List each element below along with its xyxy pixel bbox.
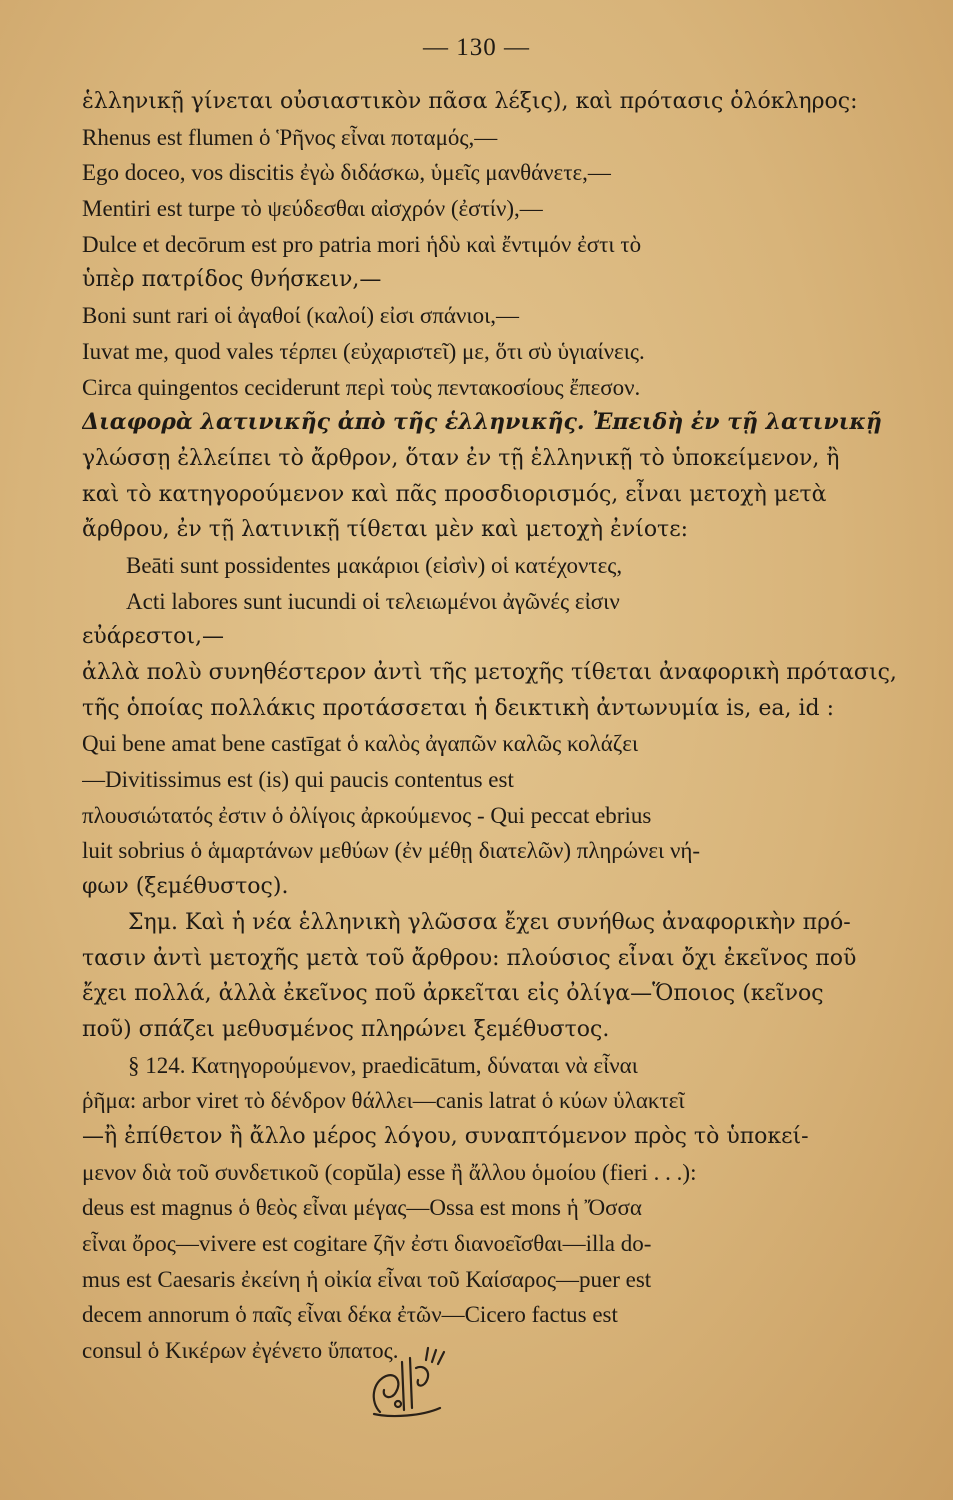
- text-line: Circa quingentos ceciderunt περὶ τοὺς πεντακοσίους ἔπεσον.: [82, 374, 641, 400]
- text-line: φων (ξεμέθυστος).: [82, 874, 289, 900]
- section-124-line: § 124. Κατηγορούμενον, praedicātum, δύναται νὰ εἶναι: [128, 1052, 638, 1078]
- page-body: [82, 84, 922, 1369]
- text-line: ποῦ) σπάζει μεθυσμένος πληρώνει ξεμέθυστος.: [82, 1016, 610, 1042]
- section-heading-line: Διαφορὰ λατινικῆς ἀπὸ τῆς ἑλληνικῆς. Ἐπειδὴ ἐν τῇ λατινικῇ: [82, 409, 882, 436]
- text-line: Mentiri est turpe τὸ ψεύδεσθαι αἰσχρόν (ἐστίν),—: [82, 196, 543, 222]
- text-line: Rhenus est flumen ὁ Ῥῆνος εἶναι ποταμός,—: [82, 124, 498, 150]
- text-line: τασιν ἀντὶ μετοχῆς μετὰ τοῦ ἄρθρου: πλούσιος εἶναι ὄχι ἐκεῖνος ποῦ: [82, 945, 857, 971]
- library-stamp-icon: [352, 1342, 462, 1420]
- text-line: Acti labores sunt iucundi οἱ τελειωμένοι ἀγῶνές εἰσιν: [126, 588, 620, 614]
- text-line: luit sobrius ὁ ἁμαρτάνων μεθύων (ἐν μέθῃ διατελῶν) πληρώνει νή-: [82, 838, 701, 864]
- text-line: decem annorum ὁ παῖς εἶναι δέκα ἐτῶν—Cicero factus est: [82, 1302, 618, 1328]
- text-line: Boni sunt rari οἱ ἀγαθοί (καλοί) εἰσι σπάνιοι,—: [82, 303, 520, 329]
- note-line: Σημ. Καὶ ἡ νέα ἑλληνικὴ γλῶσσα ἔχει συνήθως ἀναφορικὴν πρό-: [128, 909, 851, 935]
- text-line: —ἢ ἐπίθετον ἢ ἄλλο μέρος λόγου, συναπτόμενον πρὸς τὸ ὑποκεί-: [82, 1123, 809, 1149]
- text-line: μενον διὰ τοῦ συνδετικοῦ (copŭla) esse ἢ ἄλλου ὁμοίου (fieri . . .):: [82, 1159, 697, 1185]
- text-line: Qui bene amat bene castīgat ὁ καλὸς ἀγαπῶν καλῶς κολάζει: [82, 731, 639, 757]
- text-line: ἔχει πολλά, ἀλλὰ ἐκεῖνος ποῦ ἀρκεῖται εἰς ὀλίγα—Ὅποιος (κεῖνος: [82, 981, 824, 1007]
- text-line: εὐάρεστοι,—: [82, 624, 225, 650]
- text-line: ἄρθρου, ἐν τῇ λατινικῇ τίθεται μὲν καὶ μετοχὴ ἐνίοτε:: [82, 517, 689, 543]
- text-line: ῥῆμα: arbor viret τὸ δένδρον θάλλει—canis latrat ὁ κύων ὑλακτεῖ: [82, 1088, 685, 1114]
- text-line: πλουσιώτατός ἐστιν ὁ ὀλίγοις ἀρκούμενος - Qui peccat ebrius: [82, 802, 652, 828]
- text-line: Ego doceo, vos discitis ἐγὼ διδάσκω, ὑμεῖς μανθάνετε,—: [82, 160, 611, 186]
- text-line: εἶναι ὄρος—vivere est cogitare ζῆν ἐστι διανοεῖσθαι—illa do-: [82, 1231, 652, 1256]
- text-line: γλώσσῃ ἐλλείπει τὸ ἄρθρον, ὅταν ἐν τῇ ἑλληνικῇ τὸ ὑποκείμενον, ἢ: [82, 445, 840, 471]
- text-line: mus est Caesaris ἐκείνη ἡ οἰκία εἶναι τοῦ Καίσαρος—puer est: [82, 1266, 652, 1292]
- text-line: Iuvat me, quod vales τέρπει (εὐχαριστεῖ) με, ὅτι σὺ ὑγιαίνεις.: [82, 338, 645, 364]
- text-line: ἀλλὰ πολὺ συνηθέστερον ἀντὶ τῆς μετοχῆς τίθεται ἀναφορικὴ πρότασις,: [82, 660, 897, 685]
- text-line: ἑλληνικῇ γίνεται οὐσιαστικὸν πᾶσα λέξις), καὶ πρότασις ὁλόκληρος:: [82, 89, 858, 114]
- text-line: Beāti sunt possidentes μακάριοι (εἰσὶν) οἱ κατέχοντες,: [126, 552, 623, 578]
- text-line: Dulce et decōrum est pro patria mori ἡδὺ καὶ ἔντιμόν ἐστι τὸ: [82, 231, 642, 257]
- text-line: τῆς ὁποίας πολλάκις προτάσσεται ἡ δεικτικὴ ἀντωνυμία is, ea, id :: [82, 695, 835, 721]
- text-line: —Divitissimus est (is) qui paucis contentus est: [82, 767, 514, 793]
- text-line: consul ὁ Κικέρων ἐγένετο ὕπατος.: [82, 1338, 399, 1364]
- text-line: καὶ τὸ κατηγορούμενον καὶ πᾶς προσδιορισμός, εἶναι μετοχὴ μετὰ: [82, 481, 827, 507]
- page-number: — 130 —: [423, 34, 530, 61]
- text-line: deus est magnus ὁ θεὸς εἶναι μέγας—Ossa est mons ἡ Ὄσσα: [82, 1195, 642, 1221]
- text-line: ὑπὲρ πατρίδος θνήσκειν,—: [82, 267, 382, 293]
